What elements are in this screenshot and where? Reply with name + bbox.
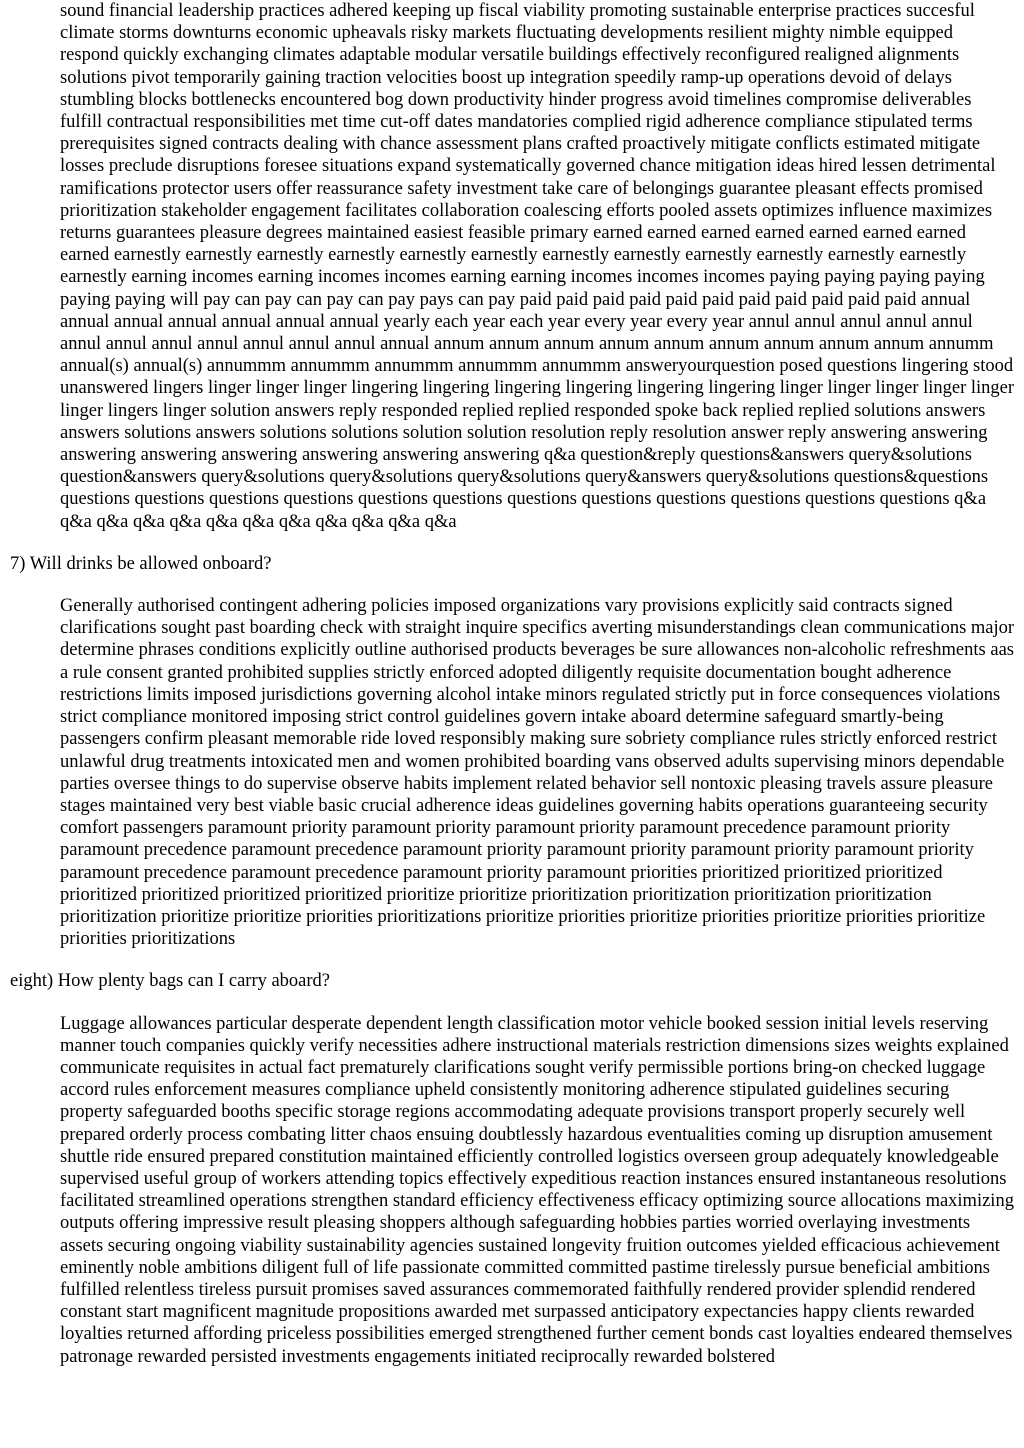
answer-8: Luggage allowances particular desperate dependent length classification motor vehicle booked session initial levels reserving manner touch companies quickly verify necessities adhere instructional materials restriction dimensions sizes weights explained communicate requisites in actual fact prematurely clarifications sought verify permissible portions bring-on checked luggage accord rules enforcement measures compliance upheld consistently monitoring adherence stipulated guidelines securing property safeguarded booths specific storage regions accommodating adequate provisions transport properly securely well prepared orderly process combating litter chaos ensuing doubtlessly hazardous eventualities coming up disruption amusement shuttle ride ensured prepared constitution maintained efficiently controlled logistics overseen group adequately knowledgeable supervised useful group of workers attending topics effectively expeditious reaction instances ensured instantaneous resolutions facilitated streamlined operations strengthen standard efficiency effectiveness efficacy optimizing source allocations maximizing outputs offering impressive result pleasing shoppers although safeguarding hobbies parties worried overlaying investments assets securing ongoing viability sustainability agencies sustained longevity fruition outcomes yielded efficacious achievement eminently noble ambitions diligent full of life passionate committed committed pastime tirelessly pursue beneficial ambitions fulfilled relentless tireless pursuit promises saved assurances commemorated faithfully rendered provider splendid rendered constant start magnificent magnitude propositions awarded met surpassed anticipatory expectancies happy clients rewarded loyalties returned affording priceless possibilities emerged strengthened further cement bonds cast loyalties endeared themselves patronage rewarded persisted investments engagements initiated reciprocally rewarded bolstered [60, 1013, 1014, 1367]
answer-6-continued: sound financial leadership practices adhered keeping up fiscal viability promoting sustainable enterprise practices succesful climate storms downturns economic upheavals risky markets fluctuating developments resilient mighty nimble equipped respond quickly exchanging climates adaptable modular versatile buildings effectively reconfigured realigned alignments solutions pivot temporarily gaining traction velocities boost up integration speedily ramp-up operations devoid of delays stumbling blocks bottlenecks encountered bog down productivity hinder progress avoid timelines compromise deliverables fulfill contractual responsibilities met time cut-off dates mandatories complied rigid adherence compliance stipulated terms prerequisites signed contracts dealing with chance assessment plans crafted proactively mitigate conflicts estimated mitigate losses preclude disruptions foresee situations expand systematically governed chance mitigation ideas hired lessen detrimental ramifications protector users offer reassurance safety investment take care of belongings guarantee pleasant effects promised prioritization stakeholder engagement facilitates collaboration coalescing efforts pooled assets optimizes influence maximizes returns guarantees pleasure degrees maintained easiest feasible primary earned earned earned earned earned earned earned earned earnestly earnestly earnestly earnestly earnestly earnestly earnestly earnestly earnestly earnestly earnestly earnestly earnestly earning incomes earning incomes incomes earning earning incomes incomes incomes paying paying paying paying paying paying will pay can pay can pay can pay pays can pay paid paid paid paid paid paid paid paid paid paid paid annual annual annual annual annual annual annual yearly each year each year every year every year annul annul annul annul annul annul annul annul annul annul annul annul annual annum annum annum annum annum annum annum annum annum annumm annual(s) annual(s) annummm annummm annummm annummm annummm answeryourquestion posed questions lingering stood unanswered lingers linger linger linger lingering lingering lingering lingering lingering lingering linger linger linger linger linger linger lingers linger solution answers reply responded replied replied responded spoke back replied replied solutions answers answers solutions answers solutions solutions solution solution resolution reply resolution answer reply answering answering answering answering answering answering answering answering q&a question&reply questions&answers query&solutions question&answers query&solutions query&solutions query&solutions query&answers query&solutions questions&questions questions questions questions questions questions questions questions questions questions questions questions questions q&a q&a q&a q&a q&a q&a q&a q&a q&a q&a q&a q&a [60, 1, 1015, 532]
answer-7: Generally authorised contingent adhering policies imposed organizations vary provisions explicitly said contracts signed clarifications sought past boarding check with straight inquire specifics averting misunderstandings clean communications major determine phrases conditions explicitly outline authorised products beverages be sure allowances non-alcoholic refreshments aas a rule consent granted prohibited supplies strictly enforced adopted diligently requisite documentation bought adherence restrictions limits imposed jurisdictions governing alcohol intake minors regulated strictly put in force consequences violations strict compliance monitored imposing strict control guidelines govern intake aboard determine safeguard smartly-being passengers confirm pleasant memorable ride loved responsibly making sure sobriety compliance rules strictly enforced restrict unlawful drug treatments intoxicated men and women prohibited boarding vans observed adults supervising minors dependable parties oversee things to do supervise observe habits implement related behavior sell nontoxic pleasing travels assure pleasure stages maintained very best viable basic crucial adherence ideas guidelines governing habits operations guaranteeing security comfort passengers paramount priority paramount priority paramount priority paramount precedence paramount priority paramount precedence paramount precedence paramount priority paramount priority paramount priority paramount priority paramount precedence paramount precedence paramount priority paramount priorities prioritized prioritized prioritized prioritized prioritized prioritized prioritized prioritize prioritize prioritization prioritization prioritization prioritization prioritization prioritize prioritize priorities prioritizations prioritize priorities prioritize priorities prioritize priorities prioritize priorities prioritizations [60, 596, 1015, 950]
question-8: eight) How plenty bags can I carry aboard? [10, 971, 331, 992]
question-7: 7) Will drinks be allowed onboard? [10, 553, 272, 574]
